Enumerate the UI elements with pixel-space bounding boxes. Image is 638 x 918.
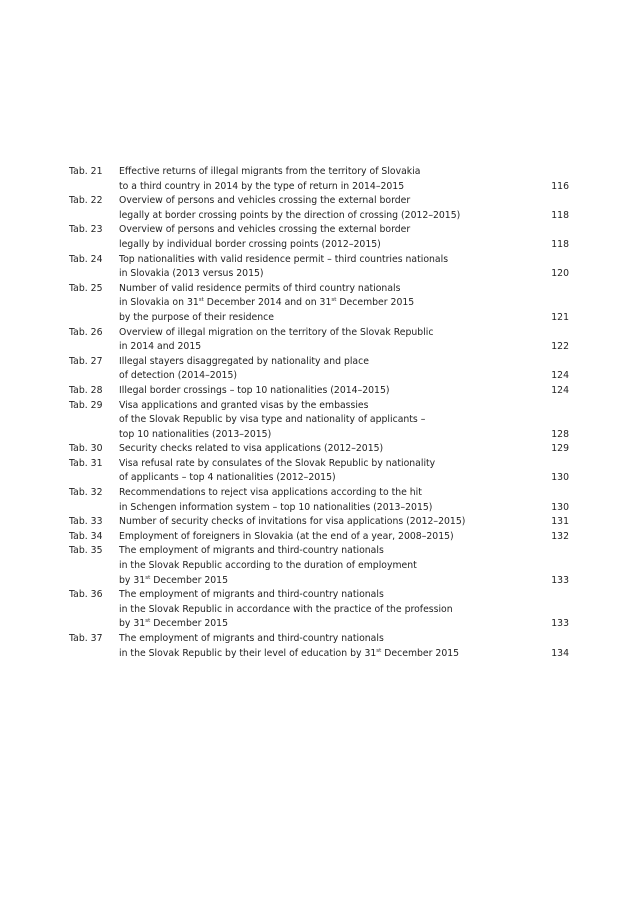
table-title-line bbox=[119, 471, 533, 486]
table-title bbox=[119, 442, 533, 457]
page-number: 118 bbox=[551, 209, 569, 221]
title-text: The employment of migrants and third-country nationals bbox=[119, 589, 384, 601]
table-number: Tab. 31 bbox=[69, 457, 103, 469]
table-title-line bbox=[119, 501, 533, 516]
table-title-line bbox=[119, 384, 533, 399]
title-text: Employment of foreigners in Slovakia (at the end of a year, 2008–2015) bbox=[119, 530, 454, 542]
table-title-line bbox=[119, 209, 533, 224]
toc-entry[interactable] bbox=[69, 515, 569, 530]
page-number: 134 bbox=[551, 647, 569, 659]
toc-entry[interactable] bbox=[69, 632, 569, 661]
title-text: December 2015 bbox=[150, 618, 229, 630]
ordinal-suffix: st bbox=[331, 297, 337, 304]
table-title-line bbox=[119, 180, 533, 195]
title-text: December 2015 bbox=[336, 297, 415, 309]
table-title-line bbox=[119, 428, 533, 443]
title-text: in the Slovak Republic in accordance with the practice of the profession bbox=[119, 603, 453, 615]
title-text: by 31 bbox=[119, 618, 146, 630]
title-text: in Slovakia (2013 versus 2015) bbox=[119, 268, 264, 280]
table-number: Tab. 29 bbox=[69, 399, 103, 411]
title-text: Visa applications and granted visas by the embassies bbox=[119, 399, 369, 411]
table-title bbox=[119, 355, 533, 384]
table-title-line bbox=[119, 253, 533, 268]
table-number: Tab. 34 bbox=[69, 530, 103, 542]
ordinal-suffix: st bbox=[198, 297, 204, 304]
table-title bbox=[119, 253, 533, 282]
toc-entry[interactable] bbox=[69, 355, 569, 384]
table-title-line bbox=[119, 647, 533, 662]
title-text: December 2015 bbox=[150, 574, 229, 586]
toc-entry[interactable] bbox=[69, 588, 569, 632]
table-title bbox=[119, 223, 533, 252]
table-title bbox=[119, 457, 533, 486]
table-title-line bbox=[119, 311, 533, 326]
table-number: Tab. 27 bbox=[69, 355, 103, 367]
title-text: Security checks related to visa applications (2012–2015) bbox=[119, 443, 384, 455]
ordinal-suffix: st bbox=[145, 618, 151, 625]
table-number: Tab. 36 bbox=[69, 589, 103, 601]
page-number: 124 bbox=[551, 384, 569, 396]
page-number: 130 bbox=[551, 501, 569, 513]
title-text: of the Slovak Republic by visa type and nationality of applicants – bbox=[119, 414, 426, 426]
table-number: Tab. 25 bbox=[69, 282, 103, 294]
toc-entry[interactable] bbox=[69, 253, 569, 282]
title-text: legally at border crossing points by the direction of crossing (2012–2015) bbox=[119, 209, 461, 221]
table-title-line bbox=[119, 442, 533, 457]
title-text: Overview of illegal migration on the territory of the Slovak Republic bbox=[119, 326, 434, 338]
table-number: Tab. 24 bbox=[69, 253, 103, 265]
table-title-line bbox=[119, 559, 533, 574]
title-text: to a third country in 2014 by the type of return in 2014–2015 bbox=[119, 180, 405, 192]
table-number: Tab. 23 bbox=[69, 224, 103, 236]
title-text: The employment of migrants and third-country nationals bbox=[119, 633, 384, 644]
table-number: Tab. 33 bbox=[69, 516, 103, 528]
list-of-tables bbox=[69, 165, 569, 661]
table-title bbox=[119, 399, 533, 443]
table-title bbox=[119, 544, 533, 588]
toc-entry[interactable] bbox=[69, 457, 569, 486]
title-text: Illegal stayers disaggregated by nationality and place bbox=[119, 355, 369, 367]
title-text: in Slovakia on 31 bbox=[119, 297, 199, 309]
table-title-line bbox=[119, 544, 533, 559]
title-text: in the Slovak Republic according to the duration of employment bbox=[119, 560, 417, 572]
ordinal-suffix: st bbox=[376, 647, 382, 654]
title-text: Visa refusal rate by consulates of the Slovak Republic by nationality bbox=[119, 457, 436, 469]
title-text: Illegal border crossings – top 10 nationalities (2014–2015) bbox=[119, 384, 390, 396]
toc-entry[interactable] bbox=[69, 165, 569, 194]
table-number: Tab. 22 bbox=[69, 195, 103, 207]
table-title-line bbox=[119, 282, 533, 297]
table-title bbox=[119, 194, 533, 223]
table-title-line bbox=[119, 515, 533, 530]
table-title-line bbox=[119, 617, 533, 632]
toc-entry[interactable] bbox=[69, 223, 569, 252]
title-text: in 2014 and 2015 bbox=[119, 341, 202, 353]
table-title bbox=[119, 165, 533, 194]
title-text: Overview of persons and vehicles crossing the external border bbox=[119, 224, 411, 236]
table-title-line bbox=[119, 296, 533, 311]
page-number: 133 bbox=[551, 618, 569, 630]
table-title-line bbox=[119, 632, 533, 647]
title-text: legally by individual border crossing points (2012–2015) bbox=[119, 238, 381, 250]
table-number: Tab. 35 bbox=[69, 545, 103, 557]
title-text: of applicants – top 4 nationalities (2012–2015) bbox=[119, 472, 336, 484]
title-text: of detection (2014–2015) bbox=[119, 370, 237, 382]
table-title bbox=[119, 588, 533, 632]
table-number: Tab. 37 bbox=[69, 633, 103, 644]
table-title-line bbox=[119, 588, 533, 603]
page-number: 121 bbox=[551, 311, 569, 323]
table-title bbox=[119, 384, 533, 399]
page-number: 120 bbox=[551, 268, 569, 280]
table-title-line bbox=[119, 340, 533, 355]
page-number: 132 bbox=[551, 530, 569, 542]
toc-entry[interactable] bbox=[69, 194, 569, 223]
title-text: in Schengen information system – top 10 nationalities (2013–2015) bbox=[119, 501, 433, 513]
table-title-line bbox=[119, 238, 533, 253]
table-title-line bbox=[119, 369, 533, 384]
page-number: 116 bbox=[551, 180, 569, 192]
page-number: 128 bbox=[551, 428, 569, 440]
title-text: Number of security checks of invitations for visa applications (2012–2015) bbox=[119, 516, 466, 528]
table-title bbox=[119, 530, 533, 545]
title-text: December 2015 bbox=[381, 647, 460, 659]
table-title-line bbox=[119, 326, 533, 341]
table-number: Tab. 32 bbox=[69, 487, 103, 499]
table-title-line bbox=[119, 267, 533, 282]
table-number: Tab. 26 bbox=[69, 326, 103, 338]
table-title-line bbox=[119, 530, 533, 545]
title-text: Recommendations to reject visa applications according to the hit bbox=[119, 487, 422, 499]
table-title-line bbox=[119, 194, 533, 209]
table-title-line bbox=[119, 399, 533, 414]
title-text: Effective returns of illegal migrants from the territory of Slovakia bbox=[119, 166, 421, 177]
table-number: Tab. 30 bbox=[69, 443, 103, 455]
toc-entry[interactable] bbox=[69, 486, 569, 515]
table-title-line bbox=[119, 413, 533, 428]
title-text: December 2014 and on 31 bbox=[203, 297, 332, 309]
title-text: Overview of persons and vehicles crossing the external border bbox=[119, 195, 411, 207]
page-number: 118 bbox=[551, 238, 569, 250]
title-text: top 10 nationalities (2013–2015) bbox=[119, 428, 272, 440]
table-title-line bbox=[119, 603, 533, 618]
toc-entry[interactable] bbox=[69, 282, 569, 326]
toc-entry[interactable] bbox=[69, 544, 569, 588]
table-number: Tab. 28 bbox=[69, 384, 103, 396]
toc-entry[interactable] bbox=[69, 384, 569, 399]
page-number: 130 bbox=[551, 472, 569, 484]
toc-entry[interactable] bbox=[69, 442, 569, 457]
page-number: 131 bbox=[551, 516, 569, 528]
page-number: 129 bbox=[551, 443, 569, 455]
title-text: Top nationalities with valid residence permit – third countries nationals bbox=[119, 253, 449, 265]
title-text: Number of valid residence permits of third country nationals bbox=[119, 282, 401, 294]
table-title-line bbox=[119, 355, 533, 370]
title-text: The employment of migrants and third-country nationals bbox=[119, 545, 384, 557]
table-title-line bbox=[119, 457, 533, 472]
title-text: by the purpose of their residence bbox=[119, 311, 274, 323]
table-number: Tab. 21 bbox=[69, 166, 103, 177]
table-title-line bbox=[119, 574, 533, 589]
toc-entry[interactable] bbox=[69, 530, 569, 545]
page-number: 133 bbox=[551, 574, 569, 586]
ordinal-suffix: st bbox=[145, 574, 151, 581]
table-title bbox=[119, 326, 533, 355]
title-text: in the Slovak Republic by their level of education by 31 bbox=[119, 647, 377, 659]
table-title-line bbox=[119, 486, 533, 501]
title-text: by 31 bbox=[119, 574, 146, 586]
table-title bbox=[119, 515, 533, 530]
page-number: 122 bbox=[551, 341, 569, 353]
toc-entry[interactable] bbox=[69, 399, 569, 443]
page-number: 124 bbox=[551, 370, 569, 382]
toc-entry[interactable] bbox=[69, 326, 569, 355]
table-title-line bbox=[119, 223, 533, 238]
table-title-line bbox=[119, 165, 533, 180]
table-title bbox=[119, 282, 533, 326]
table-title bbox=[119, 632, 533, 661]
table-title bbox=[119, 486, 533, 515]
